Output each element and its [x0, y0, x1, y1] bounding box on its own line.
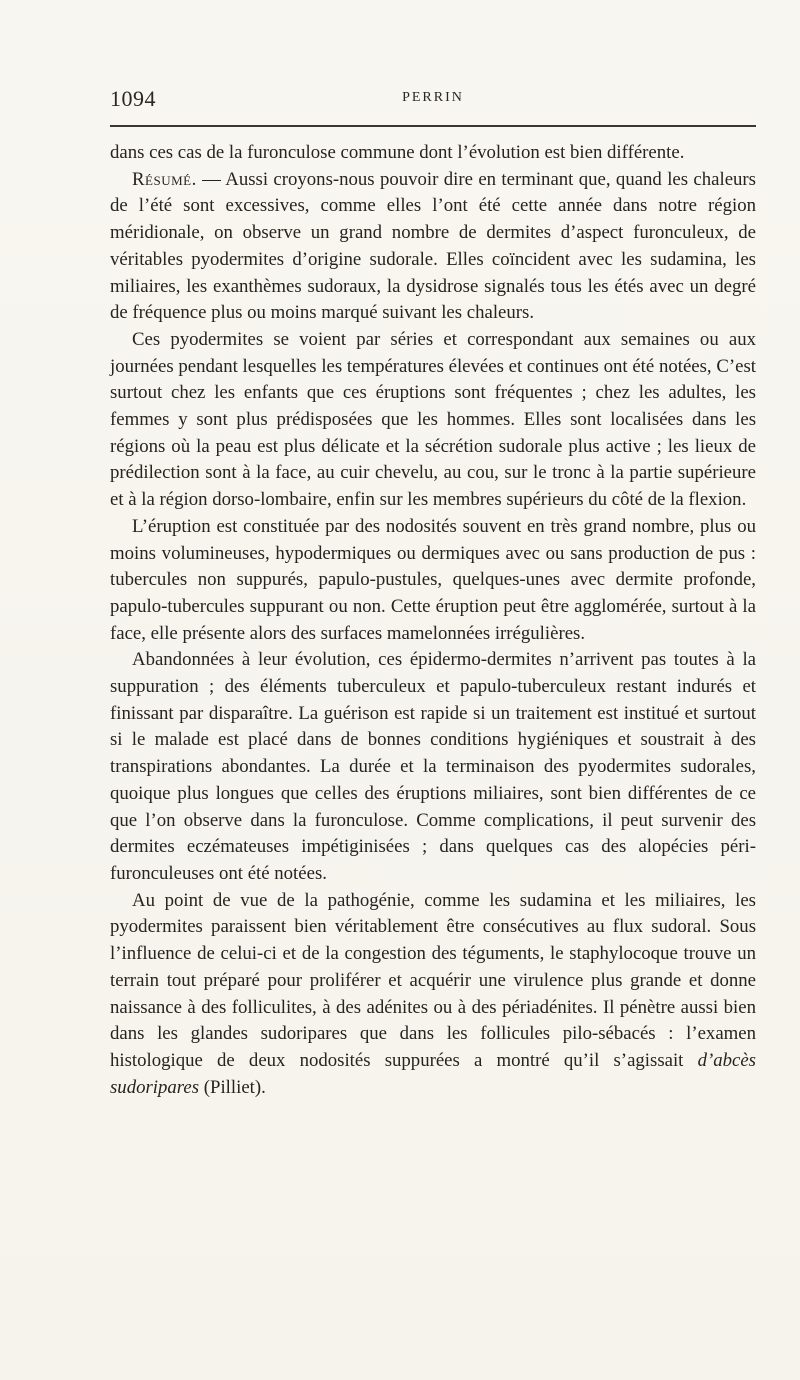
running-head: PERRIN — [402, 90, 464, 105]
paragraph-2-text: — Aussi croyons-nous pouvoir dire en terminant que, quand les chaleurs de l’été sont excessives, comme elles l’ont été cette année dans notre région méridionale, on observe un grand nombre de dermites d’aspect furonculeux, de véritables pyodermites d’origine sudorale. Elles coïncident avec les sudamina, les miliaires, les exanthèmes sudoraux, la dysidrose signalés tous les étés avec un degré de fréquence plus ou moins marqué suivant les chaleurs. — [110, 168, 756, 324]
page-number: 1094 — [110, 86, 156, 111]
paragraph-6-end: (Pilliet). — [199, 1076, 266, 1098]
paragraph-2 — [110, 167, 756, 327]
paragraph-6-italic: d’abcès sudoripares — [110, 1049, 756, 1098]
paragraph-1: dans ces cas de la furonculose commune dont l’évolution est bien différente. — [110, 142, 685, 163]
body-text — [110, 140, 756, 1101]
paragraph-5: Abandonnées à leur évolution, ces épidermo-dermites n’arrivent pas toutes à la suppuration ; des éléments tuberculeux et papulo-tuberculeux restant indurés et finissant par disparaître. La guérison est rapide si un traitement est institué et surtout si le malade est placé dans de bonnes conditions hygiéniques et soustrait à des transpirations abondantes. La durée et la terminaison des pyodermites sudorales, quoique plus longues que celles des éruptions miliaires, sont bien différentes de ce que l’on observe dans la furonculose. Comme complications, il peut survenir des dermites eczémateuses impétiginisées ; dans quelques cas des alopécies péri-furonculeuses ont été notées. — [110, 649, 756, 884]
page-header — [110, 86, 756, 114]
paragraph-6 — [110, 888, 756, 1102]
paragraph-6-text: Au point de vue de la pathogénie, comme les sudamina et les miliaires, les pyodermites paraissent bien véritablement être consécutives au flux sudoral. Sous l’influence de celui-ci et de la congestion des téguments, le staphylocoque trouve un terrain tout préparé pour proliférer et acquérir une virulence plus grande et donne naissance à des folliculites, à des adénites ou à des périadénites. Il pénètre aussi bien dans les glandes sudoripares que dans les follicules pilo-sébacés : l’examen histologique de deux nodosités suppurées a montré qu’il s’agissait — [110, 889, 756, 1071]
paragraph-3: Ces pyodermites se voient par séries et correspondant aux semaines ou aux journées pendant lesquelles les températures élevées et continues ont été notées, C’est surtout chez les enfants que ces éruptions sont fréquentes ; chez les adultes, les femmes y sont plus prédisposées que les hommes. Elles sont localisées dans les régions où la peau est plus délicate et la sécrétion sudorale plus active ; les lieux de prédilection sont à la face, au cuir chevelu, au cou, sur le tronc à la partie supérieure et à la région dorso-lombaire, enfin sur les membres supérieurs du côté de la flexion. — [110, 328, 756, 511]
resume-heading: Résumé. — [132, 168, 197, 190]
paragraph-4: L’éruption est constituée par des nodosités souvent en très grand nombre, plus ou moins volumineuses, hypodermiques ou dermiques avec ou sans production de pus : tubercules non suppurés, papulo-pustules, quelques-unes avec dermite profonde, papulo-tubercules suppurant ou non. Cette éruption peut être agglomérée, surtout à la face, elle présente alors des surfaces mamelonnées irrégulières. — [110, 515, 756, 644]
header-rule — [110, 125, 756, 127]
